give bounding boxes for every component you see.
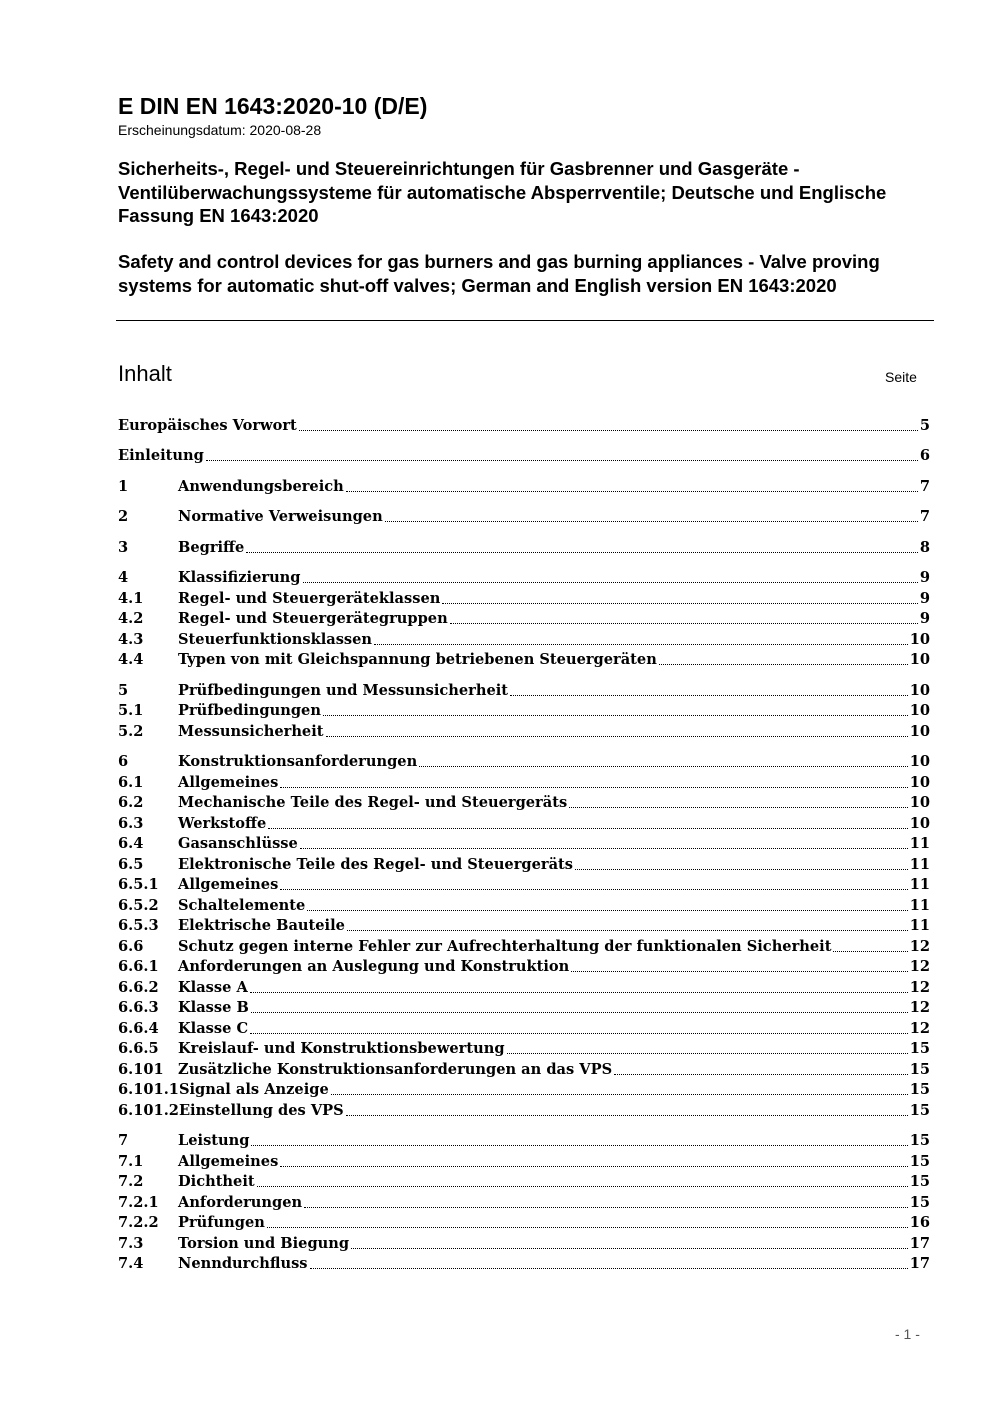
toc-entry-title: Regel- und Steuergeräteklassen <box>178 589 441 607</box>
toc-entry[interactable] <box>118 629 930 650</box>
page-number: - 1 - <box>895 1326 920 1342</box>
toc-entry-title: Einleitung <box>118 447 204 464</box>
toc-entry-title: Gasanschlüsse <box>178 835 298 852</box>
title-german: Sicherheits-, Regel- und Steuereinrichtungen für Gasbrenner und Gasgeräte - Ventilüberwachungssysteme für automatische Absperrventile; Deutsche und Englische Fassung EN 1643:2020 <box>118 158 887 226</box>
toc-entry-page: 15 <box>909 1081 930 1098</box>
toc-entry[interactable] <box>118 1254 930 1275</box>
toc-entry[interactable] <box>118 977 930 998</box>
toc-entry-number: 7.2 <box>118 1173 144 1190</box>
toc-entry-number: 4.3 <box>118 630 144 648</box>
toc-entry-title: Elektronische Teile des Regel- und Steuergeräts <box>178 855 573 873</box>
toc-entry[interactable] <box>118 813 930 834</box>
toc-entry-page: 9 <box>919 610 930 627</box>
toc-entry-number: 6.4 <box>118 835 144 852</box>
toc-entry-number: 6.6.4 <box>118 1019 159 1037</box>
toc-entry-title: Begriffe <box>178 538 245 556</box>
toc-entry[interactable] <box>118 854 930 875</box>
toc-entry-page: 6 <box>919 447 930 464</box>
toc-dot-leader <box>374 644 908 645</box>
toc-entry-page: 11 <box>909 896 930 914</box>
toc-entry-page: 15 <box>909 1060 930 1078</box>
toc-entry-title: Allgemeines <box>178 773 279 791</box>
toc-entry-title: Signal als Anzeige <box>178 1081 329 1098</box>
toc-entry[interactable] <box>118 1080 930 1101</box>
toc-entry-number: 7.1 <box>118 1152 144 1170</box>
toc-entry-page: 17 <box>909 1255 930 1272</box>
toc-dot-leader <box>659 664 908 665</box>
toc-entry-number: 4.2 <box>118 610 144 627</box>
toc-entry-page: 7 <box>919 477 930 495</box>
toc-entry-number: 7.2.2 <box>118 1214 159 1231</box>
toc-dot-leader <box>331 1094 908 1095</box>
toc-entry-page: 11 <box>909 855 930 873</box>
toc-dot-leader <box>304 1207 908 1208</box>
toc-entry-page: 10 <box>909 681 930 699</box>
toc-dot-leader <box>303 582 918 583</box>
toc-entry-number: 3 <box>118 538 129 556</box>
toc-entry-title: Zusätzliche Konstruktionsanforderungen an das VPS <box>178 1060 613 1078</box>
toc-entry-page: 8 <box>919 538 930 556</box>
toc-entry[interactable] <box>118 875 930 896</box>
toc-entry-title: Regel- und Steuergerätegruppen <box>178 610 448 627</box>
toc-entry-title: Kreislauf- und Konstruktionsbewertung <box>178 1040 505 1057</box>
toc-entry-number: 7.4 <box>118 1255 144 1272</box>
toc-entry-number: 6.1 <box>118 773 144 791</box>
toc-dot-leader <box>323 715 908 716</box>
toc-entry-page: 11 <box>909 917 930 934</box>
toc-entry-title: Anforderungen <box>178 1193 303 1211</box>
toc-dot-leader <box>614 1074 908 1075</box>
toc-dot-leader <box>510 695 908 696</box>
toc-entry[interactable] <box>118 772 930 793</box>
toc-entry[interactable] <box>118 1151 930 1172</box>
toc-dot-leader <box>346 1115 908 1116</box>
toc-entry-page: 16 <box>909 1214 930 1231</box>
toc-dot-leader <box>326 736 908 737</box>
toc-entry-number: 7.2.1 <box>118 1193 159 1211</box>
toc-entry-title: Prüfbedingungen und Messunsicherheit <box>178 681 509 699</box>
toc-entry[interactable] <box>118 568 930 589</box>
toc-dot-leader <box>250 992 908 993</box>
toc-entry-title: Nenndurchfluss <box>178 1255 308 1272</box>
toc-entry-title: Torsion und Biegung <box>178 1234 350 1252</box>
toc-entry-page: 17 <box>909 1234 930 1252</box>
toc-entry[interactable] <box>118 1131 930 1152</box>
toc-dot-leader <box>419 766 908 767</box>
toc-entry[interactable] <box>118 415 930 436</box>
toc-entry[interactable] <box>118 721 930 742</box>
toc-entry-number: 6.5.3 <box>118 917 159 934</box>
toc-dot-leader <box>268 828 907 829</box>
toc-entry-page: 15 <box>909 1193 930 1211</box>
toc-entry-title: Allgemeines <box>178 876 279 893</box>
toc-dot-leader <box>569 807 908 808</box>
toc-entry-page: 12 <box>909 937 930 955</box>
toc-dot-leader <box>267 1227 908 1228</box>
toc-dot-leader <box>206 460 918 461</box>
toc-entry-number: 4.4 <box>118 651 144 668</box>
toc-dot-leader <box>307 910 907 911</box>
toc-entry-title: Werkstoffe <box>178 814 267 832</box>
toc-dot-leader <box>250 1033 908 1034</box>
toc-entry-title: Klassifizierung <box>178 569 301 586</box>
toc-entry-number: 6.3 <box>118 814 144 832</box>
toc-entry[interactable] <box>118 609 930 630</box>
toc-entry-title: Dichtheit <box>178 1173 255 1190</box>
toc-entry-title: Prüfbedingungen <box>178 702 321 719</box>
document-title: E DIN EN 1643:2020-10 (D/E) <box>118 93 428 119</box>
toc-entry-title: Klasse B <box>178 999 249 1016</box>
toc-entry-page: 12 <box>909 999 930 1016</box>
toc-dot-leader <box>246 552 918 553</box>
toc-entry-number: 6.5.1 <box>118 876 159 893</box>
toc-entry[interactable] <box>118 1100 930 1121</box>
toc-dot-leader <box>280 889 907 890</box>
toc-entry[interactable] <box>118 1059 930 1080</box>
toc-entry-page: 9 <box>919 569 930 586</box>
toc-entry-title: Elektrische Bauteile <box>178 917 345 934</box>
toc-entry[interactable] <box>118 680 930 701</box>
toc-dot-leader <box>571 971 907 972</box>
toc-entry-number: 6.5 <box>118 855 144 873</box>
toc-entry-number: 5.1 <box>118 702 144 719</box>
toc-entry-page: 15 <box>909 1101 930 1119</box>
toc-dot-leader <box>299 430 918 431</box>
toc-dot-leader <box>351 1248 908 1249</box>
toc-entry-number: 6.2 <box>118 794 144 811</box>
toc-entry[interactable] <box>118 701 930 722</box>
toc-dot-leader <box>575 869 908 870</box>
toc-entry-title: Leistung <box>178 1132 250 1149</box>
toc-entry-title: Normative Verweisungen <box>178 508 383 525</box>
toc-entry-page: 10 <box>909 651 930 668</box>
toc-entry[interactable] <box>118 1018 930 1039</box>
toc-entry-page: 11 <box>909 876 930 893</box>
toc-entry-title: Schutz gegen interne Fehler zur Aufrechterhaltung der funktionalen Sicherheit <box>178 937 832 955</box>
toc-entry-page: 10 <box>909 773 930 791</box>
toc-entry[interactable] <box>118 752 930 773</box>
toc-entry-number: 7 <box>118 1132 129 1149</box>
toc-entry-page: 15 <box>909 1173 930 1190</box>
toc-entry-page: 12 <box>909 978 930 996</box>
toc-dot-leader <box>346 491 918 492</box>
toc-entry-title: Klasse C <box>178 1019 249 1037</box>
toc-entry-number: 6.6.1 <box>118 958 159 975</box>
toc-entry[interactable] <box>118 1233 930 1254</box>
toc-entry[interactable] <box>118 916 930 937</box>
toc-dot-leader <box>347 930 908 931</box>
toc-entry-number: 6.101.2 <box>118 1101 179 1119</box>
toc-entry-page: 10 <box>909 814 930 832</box>
toc-entry-title: Einstellung des VPS <box>178 1101 344 1119</box>
toc-heading: Inhalt <box>118 361 172 386</box>
toc-entry-title: Europäisches Vorwort <box>118 416 297 434</box>
toc-entry[interactable] <box>118 936 930 957</box>
toc-entry[interactable] <box>118 650 930 671</box>
toc-entry-number: 6.5.2 <box>118 896 159 914</box>
toc-entry-page: 10 <box>909 722 930 740</box>
toc-entry[interactable] <box>118 793 930 814</box>
toc-entry-title: Anforderungen an Auslegung und Konstruktion <box>178 958 570 975</box>
toc-dot-leader <box>280 1166 907 1167</box>
toc-entry[interactable] <box>118 446 930 467</box>
publication-date: Erscheinungsdatum: 2020-08-28 <box>118 122 322 138</box>
toc-entry[interactable] <box>118 957 930 978</box>
toc-entry-title: Steuerfunktionsklassen <box>178 630 373 648</box>
toc-entry-number: 6.6.5 <box>118 1040 159 1057</box>
toc-dot-leader <box>257 1186 908 1187</box>
toc-entry-title: Prüfungen <box>178 1214 265 1231</box>
toc-dot-leader <box>310 1268 908 1269</box>
toc-entry-title: Konstruktionsanforderungen <box>178 753 418 770</box>
toc-dot-leader <box>251 1012 908 1013</box>
toc-entry-page: 12 <box>909 1019 930 1037</box>
toc-entry[interactable] <box>118 834 930 855</box>
toc-entry-page: 15 <box>909 1132 930 1149</box>
toc-entry-page: 9 <box>919 589 930 607</box>
toc-entry-number: 2 <box>118 508 129 525</box>
title-english: Safety and control devices for gas burners and gas burning appliances - Valve proving systems for automatic shut-off valves; German and English version EN 1643:2020 <box>118 251 880 296</box>
toc-entry-title: Anwendungsbereich <box>178 477 344 495</box>
toc-entry[interactable] <box>118 1192 930 1213</box>
toc-entry-title: Mechanische Teile des Regel- und Steuergeräts <box>178 794 568 811</box>
toc-entry-title: Allgemeines <box>178 1152 279 1170</box>
toc-dot-leader <box>507 1053 908 1054</box>
toc-entry-page: 15 <box>909 1040 930 1057</box>
toc-dot-leader <box>442 603 918 604</box>
toc-entry-number: 6.6.3 <box>118 999 159 1016</box>
toc-entry-number: 5.2 <box>118 722 144 740</box>
toc-entry-number: 6.101 <box>118 1060 164 1078</box>
toc-entry-number: 1 <box>118 477 129 495</box>
toc-entry-page: 10 <box>909 794 930 811</box>
toc-entry-page: 11 <box>909 835 930 852</box>
toc-dot-leader <box>833 951 907 952</box>
toc-entry-number: 6 <box>118 753 129 770</box>
toc-entry[interactable] <box>118 895 930 916</box>
toc-entry[interactable] <box>118 537 930 558</box>
toc-entry-number: 4 <box>118 569 129 586</box>
toc-entry[interactable] <box>118 507 930 528</box>
toc-dot-leader <box>280 787 907 788</box>
toc-entry-page: 10 <box>909 630 930 648</box>
toc-dot-leader <box>251 1145 907 1146</box>
toc-entry-number: 6.6.2 <box>118 978 159 996</box>
header-divider <box>116 320 934 321</box>
toc-dot-leader <box>300 848 908 849</box>
toc-dot-leader <box>450 623 918 624</box>
toc-entry-page: 15 <box>909 1152 930 1170</box>
toc-entry-number: 4.1 <box>118 589 144 607</box>
toc-entry[interactable] <box>118 998 930 1019</box>
toc-entry-page: 10 <box>909 753 930 770</box>
toc-entry[interactable] <box>118 588 930 609</box>
toc-entry-number: 6.6 <box>118 937 144 955</box>
toc-entry-title: Typen von mit Gleichspannung betriebenen Steuergeräten <box>178 651 657 668</box>
toc-entry-page: 5 <box>919 416 930 434</box>
toc-page-column-label: Seite <box>885 369 917 385</box>
toc-entry-page: 10 <box>909 702 930 719</box>
toc-entry-number: 5 <box>118 681 129 699</box>
toc-entry-number: 6.101.1 <box>118 1081 179 1098</box>
toc-entry[interactable] <box>118 476 930 497</box>
table-of-contents <box>118 415 930 1274</box>
toc-entry-title: Klasse A <box>178 978 248 996</box>
toc-entry-number: 7.3 <box>118 1234 144 1252</box>
toc-entry-page: 12 <box>909 958 930 975</box>
toc-entry[interactable] <box>118 1039 930 1060</box>
toc-entry-title: Schaltelemente <box>178 896 306 914</box>
toc-entry-page: 7 <box>919 508 930 525</box>
toc-entry[interactable] <box>118 1213 930 1234</box>
toc-dot-leader <box>385 521 918 522</box>
toc-entry-title: Messunsicherheit <box>178 722 324 740</box>
toc-entry[interactable] <box>118 1172 930 1193</box>
